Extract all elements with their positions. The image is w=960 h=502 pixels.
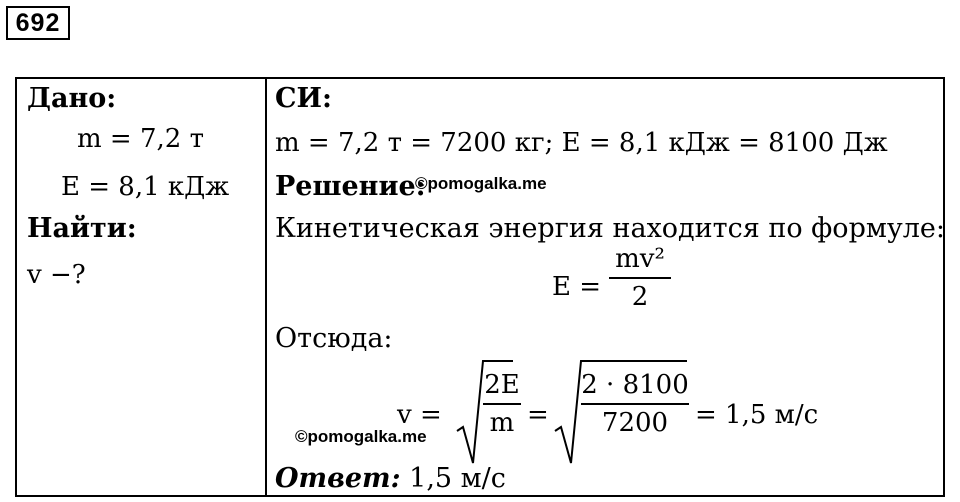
root1-fraction — [483, 369, 521, 439]
answer-value: 1,5 м/с — [409, 463, 506, 494]
root2-fraction — [581, 369, 689, 439]
root2-numerator: 2 · 8100 — [581, 370, 689, 400]
column-divider — [265, 79, 267, 495]
fraction-bar — [581, 403, 689, 405]
watermark-top: ©pomogalka.me — [415, 174, 547, 193]
given-heading: Дано: — [27, 83, 117, 114]
find-heading: Найти: — [27, 213, 137, 244]
formula-numerator: mv² — [615, 244, 665, 274]
problem-number: 692 — [6, 6, 70, 40]
si-heading: СИ: — [275, 83, 332, 114]
velocity-result: = 1,5 м/с — [695, 400, 819, 430]
given-mass: m = 7,2 т — [77, 124, 204, 154]
root2-denominator: 7200 — [601, 408, 669, 438]
equals-sign: = — [527, 400, 549, 430]
hence-label: Отсюда: — [275, 323, 393, 354]
watermark-bottom: ©pomogalka.me — [295, 427, 427, 446]
kinetic-energy-fraction — [609, 243, 671, 313]
formula-denominator: 2 — [631, 282, 649, 312]
root1-numerator: 2E — [484, 370, 520, 400]
solution-heading: Решение: — [275, 171, 426, 202]
root1-denominator: m — [489, 408, 515, 438]
solution-intro: Кинетическая энергия находится по формуле: — [275, 213, 945, 244]
answer-label: Ответ: — [275, 463, 401, 494]
given-energy: E = 8,1 кДж — [61, 172, 230, 202]
solution-table — [15, 77, 945, 497]
fraction-bar — [609, 277, 671, 279]
answer-line — [275, 463, 506, 495]
find-target: v −? — [27, 260, 86, 290]
v-lhs: v = — [397, 400, 442, 430]
si-conversion: m = 7,2 т = 7200 кг; E = 8,1 кДж = 8100 Дж — [275, 128, 888, 158]
formula-lhs: E = — [552, 272, 602, 302]
fraction-bar — [483, 403, 521, 405]
